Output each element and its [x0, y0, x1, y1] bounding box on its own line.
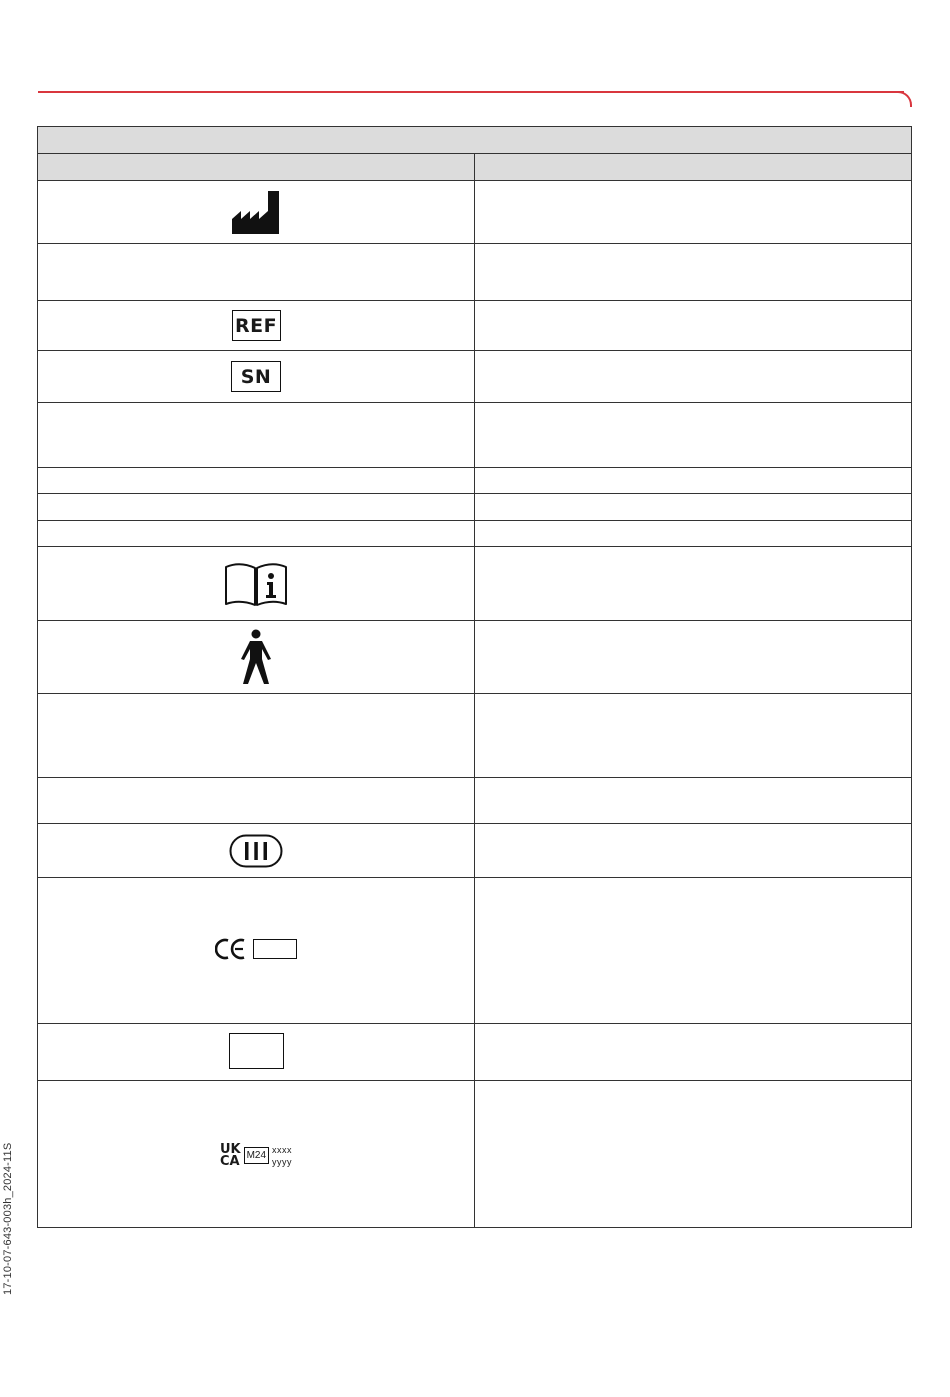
- symbol-cell: [38, 621, 475, 694]
- table-row: [38, 878, 912, 1024]
- type-b-applied-part-icon: [239, 629, 273, 685]
- meaning-cell: [475, 1024, 912, 1081]
- ce-mark-icon: [215, 938, 297, 960]
- symbol-cell: [38, 1081, 475, 1228]
- table-title-row: [38, 127, 912, 154]
- table-row: [38, 351, 912, 403]
- notified-body-box: [253, 939, 297, 959]
- meaning-cell: [475, 547, 912, 621]
- symbol-cell: [38, 351, 475, 403]
- ukca-top: UK: [219, 1141, 241, 1157]
- symbols-table: [37, 126, 912, 1228]
- meaning-cell: [475, 824, 912, 878]
- symbol-cell: [38, 181, 475, 244]
- ref-icon: REF: [232, 310, 281, 341]
- meaning-cell: [475, 351, 912, 403]
- ukca-bottom: CA: [219, 1153, 240, 1169]
- manufacturer-icon: [231, 189, 281, 235]
- table-row: [38, 1081, 912, 1228]
- meaning-cell: [475, 181, 912, 244]
- ukca-mark-icon: [219, 1141, 293, 1169]
- symbol-cell: [38, 778, 475, 824]
- table-title-cell: [38, 127, 912, 154]
- symbol-cell: [38, 547, 475, 621]
- table-row: [38, 468, 912, 494]
- table-row: [38, 301, 912, 351]
- meaning-cell: [475, 778, 912, 824]
- header-rule: [38, 91, 904, 93]
- meaning-cell: [475, 244, 912, 301]
- symbol-cell: [38, 301, 475, 351]
- header-rule-corner: [896, 91, 912, 107]
- meaning-cell: [475, 403, 912, 468]
- rectangle-symbol-icon: [229, 1033, 284, 1069]
- symbol-cell: [38, 1024, 475, 1081]
- protection-class-iii-icon: [229, 834, 283, 868]
- meaning-cell: [475, 694, 912, 778]
- meaning-cell: [475, 468, 912, 494]
- table-row: [38, 1024, 912, 1081]
- header-meaning-cell: [475, 154, 912, 181]
- ukca-logo: [219, 1141, 241, 1169]
- symbol-cell: [38, 244, 475, 301]
- symbol-cell: [38, 694, 475, 778]
- table-header-row: [38, 154, 912, 181]
- table-row: [38, 244, 912, 301]
- symbol-cell: [38, 521, 475, 547]
- meaning-cell: [475, 621, 912, 694]
- symbol-cell: [38, 403, 475, 468]
- table-row: [38, 403, 912, 468]
- ukca-m24-box: M24: [244, 1147, 269, 1164]
- table-row: [38, 494, 912, 521]
- sn-icon: SN: [231, 361, 281, 392]
- meaning-cell: [475, 494, 912, 521]
- header-symbol-cell: [38, 154, 475, 181]
- ukca-numbers: [272, 1144, 292, 1168]
- symbol-cell: [38, 494, 475, 521]
- ukca-xxxx: xxxx: [272, 1144, 293, 1155]
- table-row: [38, 181, 912, 244]
- table-row: [38, 778, 912, 824]
- table-row: [38, 621, 912, 694]
- table-row: [38, 547, 912, 621]
- ce-logo-icon: [215, 938, 247, 960]
- table-row: [38, 694, 912, 778]
- symbol-cell: [38, 468, 475, 494]
- meaning-cell: [475, 301, 912, 351]
- meaning-cell: [475, 878, 912, 1024]
- consult-instructions-icon: [224, 559, 288, 609]
- meaning-cell: [475, 521, 912, 547]
- symbol-cell: [38, 878, 475, 1024]
- table-row: [38, 824, 912, 878]
- symbol-cell: [38, 824, 475, 878]
- ukca-yyyy: yyyy: [272, 1156, 293, 1167]
- meaning-cell: [475, 1081, 912, 1228]
- table-row: [38, 521, 912, 547]
- document-code: 17-10-07-643-003h_2024-11S: [2, 1142, 14, 1295]
